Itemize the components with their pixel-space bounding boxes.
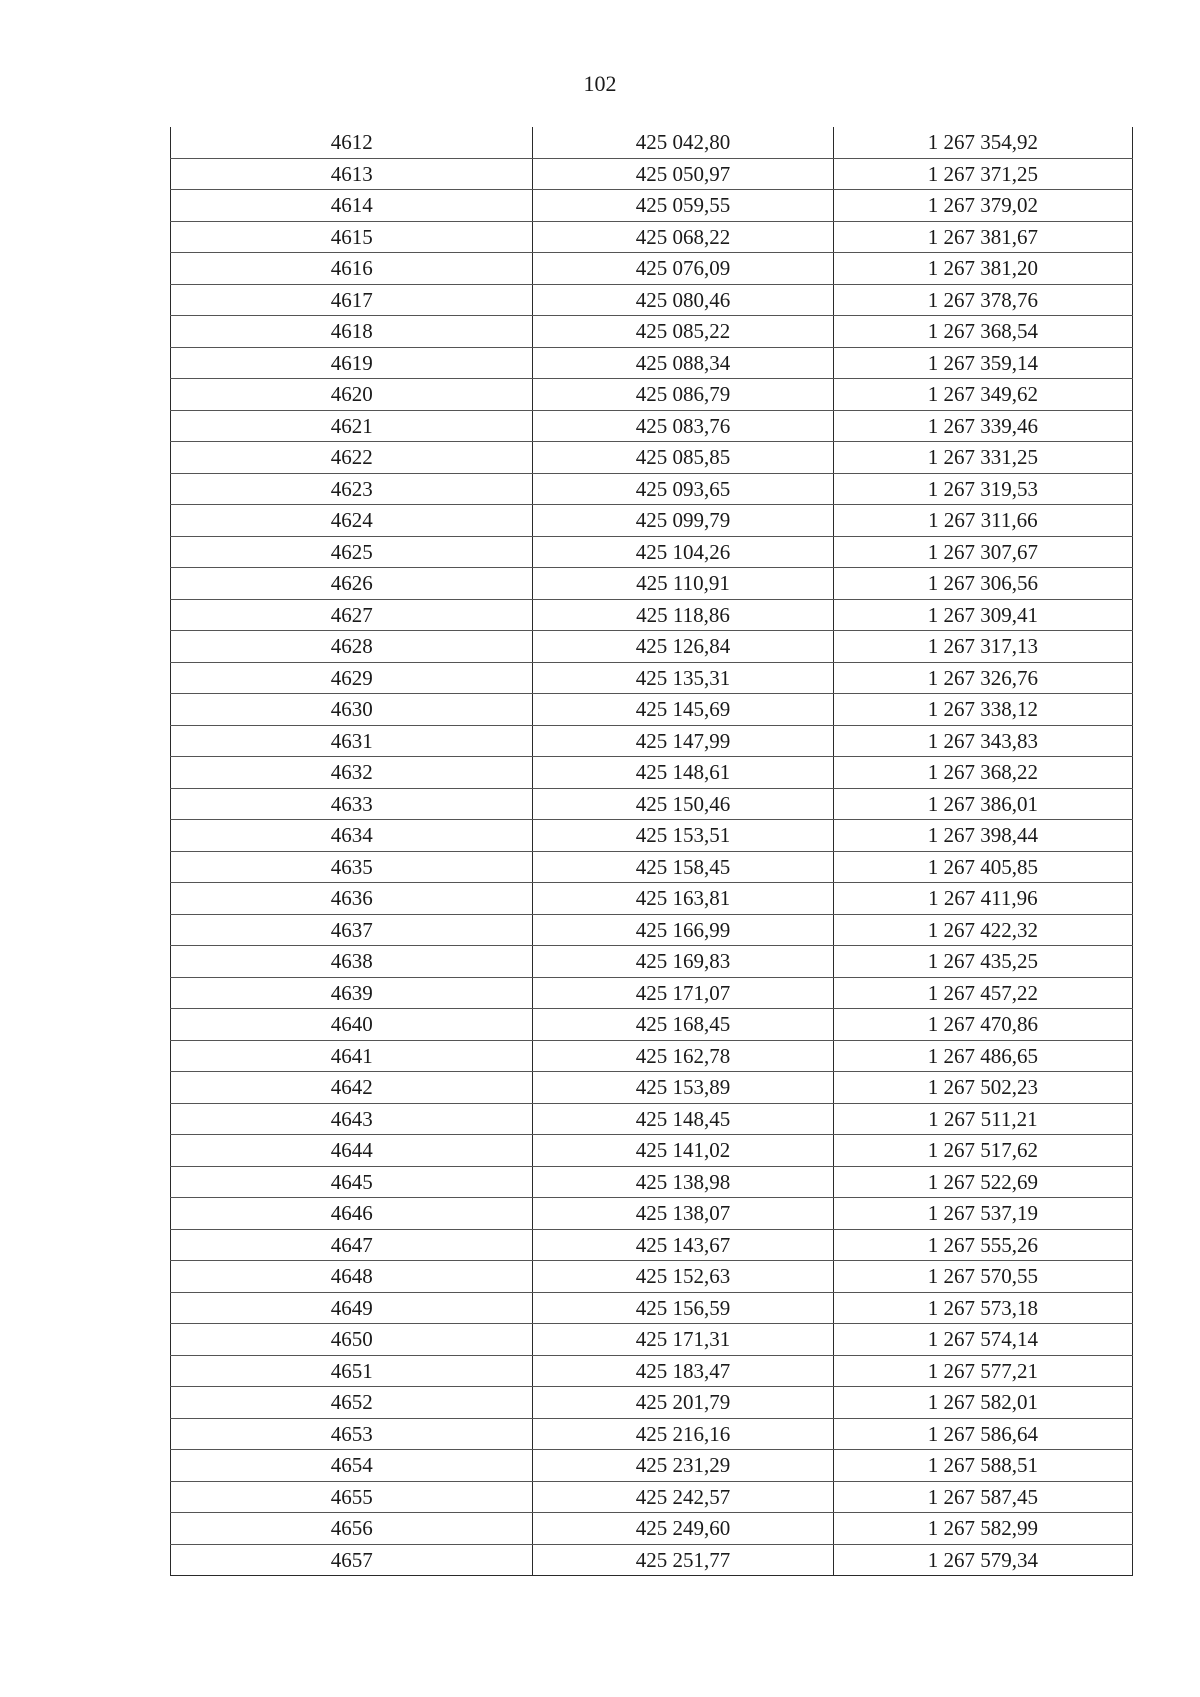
y-coordinate-cell: 1 267 381,20 xyxy=(833,253,1132,285)
x-coordinate-cell: 425 249,60 xyxy=(533,1513,833,1545)
point-number-cell: 4626 xyxy=(171,568,533,600)
y-coordinate-cell: 1 267 573,18 xyxy=(833,1292,1132,1324)
table-row xyxy=(171,1135,1133,1167)
point-number-cell: 4656 xyxy=(171,1513,533,1545)
x-coordinate-cell: 425 138,98 xyxy=(533,1166,833,1198)
point-number-cell: 4645 xyxy=(171,1166,533,1198)
table-row xyxy=(171,1544,1133,1576)
point-number-cell: 4651 xyxy=(171,1355,533,1387)
x-coordinate-cell: 425 088,34 xyxy=(533,347,833,379)
table-row xyxy=(171,1513,1133,1545)
y-coordinate-cell: 1 267 579,34 xyxy=(833,1544,1132,1576)
x-coordinate-cell: 425 093,65 xyxy=(533,473,833,505)
y-coordinate-cell: 1 267 326,76 xyxy=(833,662,1132,694)
point-number-cell: 4644 xyxy=(171,1135,533,1167)
point-number-cell: 4617 xyxy=(171,284,533,316)
y-coordinate-cell: 1 267 398,44 xyxy=(833,820,1132,852)
point-number-cell: 4630 xyxy=(171,694,533,726)
x-coordinate-cell: 425 148,45 xyxy=(533,1103,833,1135)
y-coordinate-cell: 1 267 378,76 xyxy=(833,284,1132,316)
y-coordinate-cell: 1 267 343,83 xyxy=(833,725,1132,757)
table-row xyxy=(171,190,1133,222)
point-number-cell: 4653 xyxy=(171,1418,533,1450)
x-coordinate-cell: 425 050,97 xyxy=(533,158,833,190)
point-number-cell: 4633 xyxy=(171,788,533,820)
point-number-cell: 4631 xyxy=(171,725,533,757)
point-number-cell: 4654 xyxy=(171,1450,533,1482)
point-number-cell: 4646 xyxy=(171,1198,533,1230)
table-row xyxy=(171,662,1133,694)
table-row xyxy=(171,757,1133,789)
point-number-cell: 4635 xyxy=(171,851,533,883)
y-coordinate-cell: 1 267 574,14 xyxy=(833,1324,1132,1356)
x-coordinate-cell: 425 118,86 xyxy=(533,599,833,631)
x-coordinate-cell: 425 153,89 xyxy=(533,1072,833,1104)
table-row xyxy=(171,694,1133,726)
table-row xyxy=(171,599,1133,631)
y-coordinate-cell: 1 267 586,64 xyxy=(833,1418,1132,1450)
x-coordinate-cell: 425 150,46 xyxy=(533,788,833,820)
table-row xyxy=(171,127,1133,158)
x-coordinate-cell: 425 080,46 xyxy=(533,284,833,316)
table-row xyxy=(171,505,1133,537)
point-number-cell: 4628 xyxy=(171,631,533,663)
table-row xyxy=(171,1450,1133,1482)
point-number-cell: 4650 xyxy=(171,1324,533,1356)
x-coordinate-cell: 425 042,80 xyxy=(533,127,833,158)
x-coordinate-cell: 425 076,09 xyxy=(533,253,833,285)
y-coordinate-cell: 1 267 511,21 xyxy=(833,1103,1132,1135)
point-number-cell: 4614 xyxy=(171,190,533,222)
y-coordinate-cell: 1 267 435,25 xyxy=(833,946,1132,978)
table-row xyxy=(171,347,1133,379)
x-coordinate-cell: 425 152,63 xyxy=(533,1261,833,1293)
y-coordinate-cell: 1 267 381,67 xyxy=(833,221,1132,253)
point-number-cell: 4616 xyxy=(171,253,533,285)
table-row xyxy=(171,221,1133,253)
point-number-cell: 4655 xyxy=(171,1481,533,1513)
table-row xyxy=(171,379,1133,411)
x-coordinate-cell: 425 143,67 xyxy=(533,1229,833,1261)
x-coordinate-cell: 425 085,85 xyxy=(533,442,833,474)
point-number-cell: 4612 xyxy=(171,127,533,158)
y-coordinate-cell: 1 267 359,14 xyxy=(833,347,1132,379)
table-row xyxy=(171,1229,1133,1261)
table-row xyxy=(171,788,1133,820)
x-coordinate-cell: 425 085,22 xyxy=(533,316,833,348)
table-row xyxy=(171,316,1133,348)
x-coordinate-cell: 425 126,84 xyxy=(533,631,833,663)
point-number-cell: 4634 xyxy=(171,820,533,852)
point-number-cell: 4649 xyxy=(171,1292,533,1324)
table-row xyxy=(171,1166,1133,1198)
y-coordinate-cell: 1 267 368,22 xyxy=(833,757,1132,789)
point-number-cell: 4648 xyxy=(171,1261,533,1293)
point-number-cell: 4647 xyxy=(171,1229,533,1261)
y-coordinate-cell: 1 267 517,62 xyxy=(833,1135,1132,1167)
table-row xyxy=(171,473,1133,505)
table-row xyxy=(171,158,1133,190)
table-row xyxy=(171,1481,1133,1513)
y-coordinate-cell: 1 267 368,54 xyxy=(833,316,1132,348)
point-number-cell: 4627 xyxy=(171,599,533,631)
table-row xyxy=(171,1040,1133,1072)
y-coordinate-cell: 1 267 317,13 xyxy=(833,631,1132,663)
x-coordinate-cell: 425 099,79 xyxy=(533,505,833,537)
point-number-cell: 4637 xyxy=(171,914,533,946)
point-number-cell: 4636 xyxy=(171,883,533,915)
x-coordinate-cell: 425 168,45 xyxy=(533,1009,833,1041)
y-coordinate-cell: 1 267 331,25 xyxy=(833,442,1132,474)
x-coordinate-cell: 425 171,31 xyxy=(533,1324,833,1356)
point-number-cell: 4657 xyxy=(171,1544,533,1576)
x-coordinate-cell: 425 135,31 xyxy=(533,662,833,694)
table-row xyxy=(171,1292,1133,1324)
y-coordinate-cell: 1 267 379,02 xyxy=(833,190,1132,222)
coordinates-table-body xyxy=(171,127,1133,1576)
table-row xyxy=(171,883,1133,915)
y-coordinate-cell: 1 267 354,92 xyxy=(833,127,1132,158)
y-coordinate-cell: 1 267 311,66 xyxy=(833,505,1132,537)
page-number: 102 xyxy=(583,71,617,96)
point-number-cell: 4619 xyxy=(171,347,533,379)
y-coordinate-cell: 1 267 587,45 xyxy=(833,1481,1132,1513)
table-row xyxy=(171,568,1133,600)
table-row xyxy=(171,946,1133,978)
y-coordinate-cell: 1 267 522,69 xyxy=(833,1166,1132,1198)
point-number-cell: 4620 xyxy=(171,379,533,411)
x-coordinate-cell: 425 083,76 xyxy=(533,410,833,442)
x-coordinate-cell: 425 059,55 xyxy=(533,190,833,222)
point-number-cell: 4641 xyxy=(171,1040,533,1072)
x-coordinate-cell: 425 153,51 xyxy=(533,820,833,852)
table-row xyxy=(171,631,1133,663)
point-number-cell: 4638 xyxy=(171,946,533,978)
y-coordinate-cell: 1 267 502,23 xyxy=(833,1072,1132,1104)
y-coordinate-cell: 1 267 349,62 xyxy=(833,379,1132,411)
point-number-cell: 4639 xyxy=(171,977,533,1009)
point-number-cell: 4643 xyxy=(171,1103,533,1135)
y-coordinate-cell: 1 267 338,12 xyxy=(833,694,1132,726)
table-row xyxy=(171,1387,1133,1419)
table-row xyxy=(171,1261,1133,1293)
y-coordinate-cell: 1 267 457,22 xyxy=(833,977,1132,1009)
y-coordinate-cell: 1 267 371,25 xyxy=(833,158,1132,190)
x-coordinate-cell: 425 242,57 xyxy=(533,1481,833,1513)
y-coordinate-cell: 1 267 588,51 xyxy=(833,1450,1132,1482)
point-number-cell: 4629 xyxy=(171,662,533,694)
y-coordinate-cell: 1 267 470,86 xyxy=(833,1009,1132,1041)
y-coordinate-cell: 1 267 306,56 xyxy=(833,568,1132,600)
point-number-cell: 4613 xyxy=(171,158,533,190)
table-row xyxy=(171,851,1133,883)
table-row xyxy=(171,410,1133,442)
point-number-cell: 4622 xyxy=(171,442,533,474)
point-number-cell: 4624 xyxy=(171,505,533,537)
table-row xyxy=(171,284,1133,316)
x-coordinate-cell: 425 086,79 xyxy=(533,379,833,411)
point-number-cell: 4640 xyxy=(171,1009,533,1041)
x-coordinate-cell: 425 231,29 xyxy=(533,1450,833,1482)
x-coordinate-cell: 425 068,22 xyxy=(533,221,833,253)
y-coordinate-cell: 1 267 537,19 xyxy=(833,1198,1132,1230)
table-row xyxy=(171,1355,1133,1387)
x-coordinate-cell: 425 147,99 xyxy=(533,725,833,757)
x-coordinate-cell: 425 138,07 xyxy=(533,1198,833,1230)
y-coordinate-cell: 1 267 577,21 xyxy=(833,1355,1132,1387)
point-number-cell: 4621 xyxy=(171,410,533,442)
point-number-cell: 4625 xyxy=(171,536,533,568)
table-row xyxy=(171,1103,1133,1135)
y-coordinate-cell: 1 267 582,99 xyxy=(833,1513,1132,1545)
x-coordinate-cell: 425 156,59 xyxy=(533,1292,833,1324)
y-coordinate-cell: 1 267 386,01 xyxy=(833,788,1132,820)
x-coordinate-cell: 425 201,79 xyxy=(533,1387,833,1419)
table-row xyxy=(171,253,1133,285)
x-coordinate-cell: 425 158,45 xyxy=(533,851,833,883)
x-coordinate-cell: 425 171,07 xyxy=(533,977,833,1009)
x-coordinate-cell: 425 216,16 xyxy=(533,1418,833,1450)
x-coordinate-cell: 425 145,69 xyxy=(533,694,833,726)
coordinates-table xyxy=(170,127,1133,1576)
point-number-cell: 4652 xyxy=(171,1387,533,1419)
x-coordinate-cell: 425 162,78 xyxy=(533,1040,833,1072)
x-coordinate-cell: 425 110,91 xyxy=(533,568,833,600)
table-row xyxy=(171,1072,1133,1104)
y-coordinate-cell: 1 267 422,32 xyxy=(833,914,1132,946)
table-row xyxy=(171,914,1133,946)
table-row xyxy=(171,977,1133,1009)
y-coordinate-cell: 1 267 405,85 xyxy=(833,851,1132,883)
table-row xyxy=(171,1324,1133,1356)
x-coordinate-cell: 425 104,26 xyxy=(533,536,833,568)
table-row xyxy=(171,820,1133,852)
table-row xyxy=(171,1418,1133,1450)
point-number-cell: 4642 xyxy=(171,1072,533,1104)
x-coordinate-cell: 425 183,47 xyxy=(533,1355,833,1387)
y-coordinate-cell: 1 267 555,26 xyxy=(833,1229,1132,1261)
y-coordinate-cell: 1 267 486,65 xyxy=(833,1040,1132,1072)
y-coordinate-cell: 1 267 570,55 xyxy=(833,1261,1132,1293)
point-number-cell: 4615 xyxy=(171,221,533,253)
x-coordinate-cell: 425 148,61 xyxy=(533,757,833,789)
table-row xyxy=(171,725,1133,757)
point-number-cell: 4632 xyxy=(171,757,533,789)
point-number-cell: 4618 xyxy=(171,316,533,348)
y-coordinate-cell: 1 267 411,96 xyxy=(833,883,1132,915)
table-row xyxy=(171,1009,1133,1041)
x-coordinate-cell: 425 169,83 xyxy=(533,946,833,978)
y-coordinate-cell: 1 267 309,41 xyxy=(833,599,1132,631)
y-coordinate-cell: 1 267 319,53 xyxy=(833,473,1132,505)
x-coordinate-cell: 425 251,77 xyxy=(533,1544,833,1576)
y-coordinate-cell: 1 267 582,01 xyxy=(833,1387,1132,1419)
table-row xyxy=(171,1198,1133,1230)
x-coordinate-cell: 425 166,99 xyxy=(533,914,833,946)
y-coordinate-cell: 1 267 339,46 xyxy=(833,410,1132,442)
table-row xyxy=(171,442,1133,474)
point-number-cell: 4623 xyxy=(171,473,533,505)
y-coordinate-cell: 1 267 307,67 xyxy=(833,536,1132,568)
x-coordinate-cell: 425 163,81 xyxy=(533,883,833,915)
table-row xyxy=(171,536,1133,568)
x-coordinate-cell: 425 141,02 xyxy=(533,1135,833,1167)
